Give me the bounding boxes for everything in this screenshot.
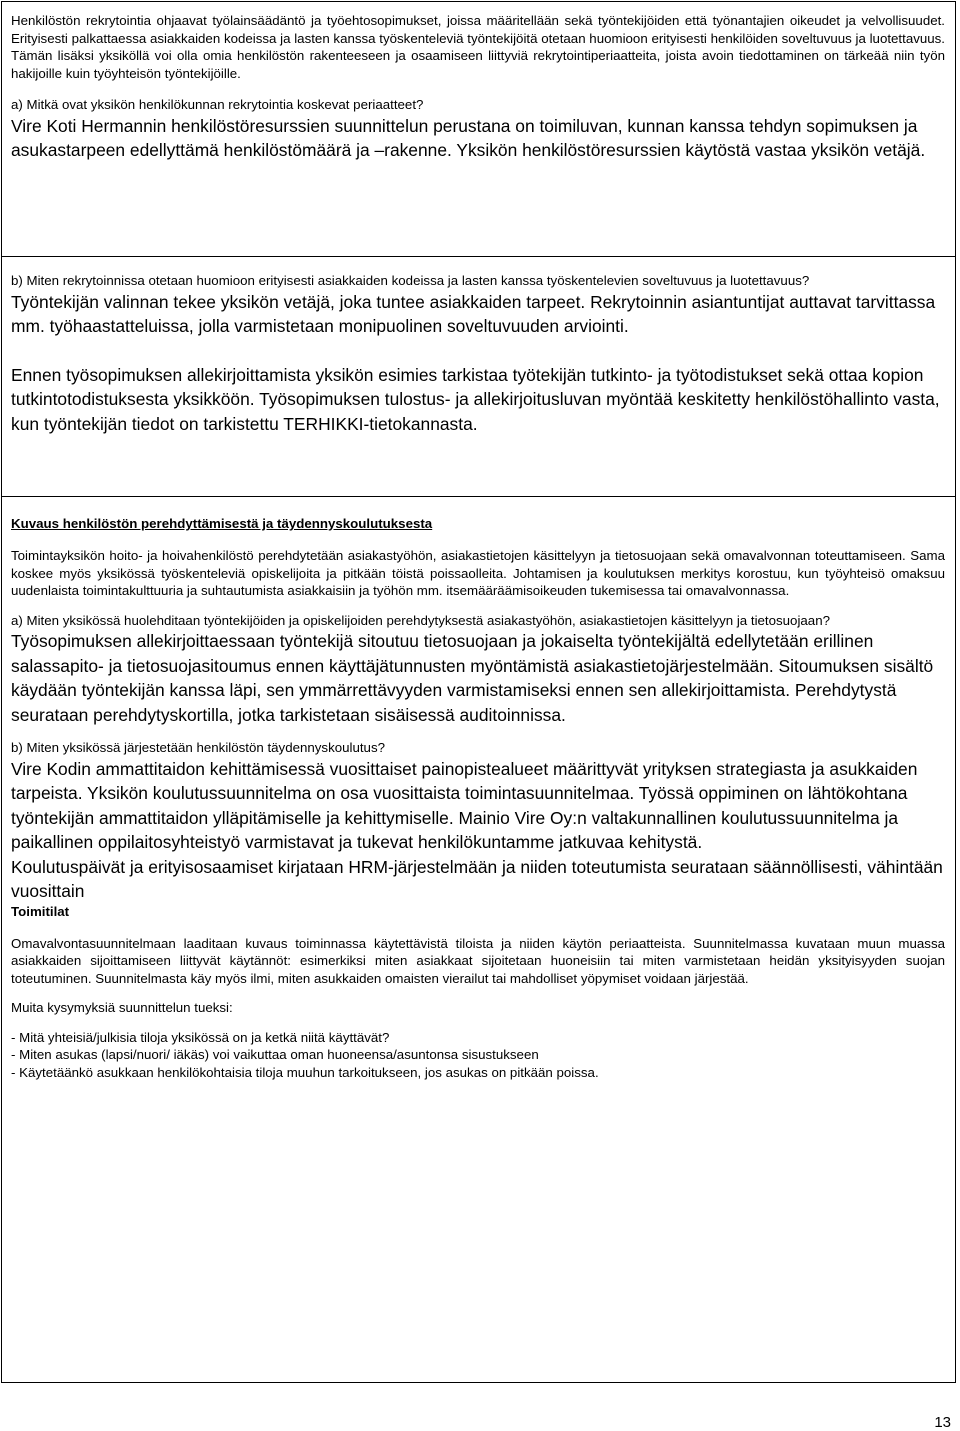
section-divider: [2, 496, 955, 497]
intro-paragraph: Henkilöstön rekrytointia ohjaavat työlainsäädäntö ja työehtosopimukset, joissa määritellään sekä työntekijöiden että työnantajien oikeudet ja velvollisuudet. Erityisesti palkattaessa asiakkaiden kodeissa ja lasten kanssa työskenteleviä työntekijöitä otetaan huomioon erityisesti henkilöiden soveltuvuus ja luotettavuus. Tämän lisäksi yksiköllä voi olla omia henkilöstön rakenteeseen ja osaamiseen liittyviä rekrytointiperiaatteita, joista avoin tiedottaminen on tärkeää niin työn hakijoille kuin työyhteisön työntekijöille.: [11, 13, 945, 81]
recruitment-section: [11, 12, 945, 163]
orientation-answer-b-2: Koulutuspäivät ja erityisosaamiset kirjataan HRM-järjestelmään ja niiden toteutumista seurataan säännöllisesti, vähintään vuosittain: [11, 856, 943, 901]
section-divider: [2, 256, 955, 257]
premises-paragraph: Omavalvontasuunnitelmaan laaditaan kuvaus toiminnassa käytettävistä tiloista ja niiden käytön periaatteista. Suunnitelmassa kuvataan muun muassa asiakkaiden sijoittamiseen liittyvät käytännöt: esimerkiksi miten asiakkaat sijoitetaan huoneisiin tai miten varmistetaan heidän yksityisyyden suojan toteutuminen. Suunnitelmasta käy myös ilmi, miten asukkaiden omaisten vierailut tai mahdolliset yöpymiset voidaan järjestää.: [11, 935, 945, 986]
orientation-answer-a: Työsopimuksen allekirjoittaessaan työntekijä sitoutuu tietosuojaan ja jokaiselta työntekijältä edellytetään erillinen salassapito- ja tietosuojasitoumus ennen käyttäjätunnusten myöntämistä asiakastietojärjestelmään. Sitoumuksen sisältö käydään työntekijän kanssa läpi, sen ymmärrettävyyden varmistamiseksi ennen sen allekirjoittamista. Perehdytystä seurataan perehdytyskortilla, jotka tarkistetaan sisäisessä auditoinnissa.: [11, 631, 934, 725]
question-a: a) Mitkä ovat yksikön henkilökunnan rekrytointia koskevat periaatteet?: [11, 97, 424, 112]
orientation-answer-b-1: Vire Kodin ammattitaidon kehittämisessä vuosittaiset painopistealueet määrittyvät yrityksen strategiasta ja asukkaiden tarpeista. Yksikön koulutussuunnitelma on osa vuosittaista toimintasuunnitelmaa. Työssä oppiminen on lähtökohtana työntekijän ammattitaidon ylläpitämiselle ja kehittymiselle. Mainio Vire Oy:n valtakunnallinen koulutussuunnitelma ja paikallinen oppilaitosyhteistyö varmistavat ja tukevat henkilökuntamme jatkuvaa kehitystä.: [11, 758, 918, 852]
orientation-question-b: b) Miten yksikössä järjestetään henkilöstön täydennyskoulutus?: [11, 740, 385, 755]
orientation-heading: Kuvaus henkilöstön perehdyttämisestä ja täydennyskoulutuksesta: [11, 516, 433, 531]
page-number: 13: [934, 1414, 951, 1431]
orientation-intro: Toimintayksikön hoito- ja hoivahenkilöstö perehdytetään asiakastyöhön, asiakastietojen käsittelyyn ja tietosuojaan sekä omavalvonnan toteuttamiseen. Sama koskee myös yksikössä työskenteleviä opiskelijoita ja pitkään töistä poissaolleita. Johtamisen ja koulutuksen merkitys korostuu, kun työyhteisö omaksuu uudenlaista toimintakulttuuria ja suhtautumista asiakkaisiin ja työhön mm. itsemääräämisoikeuden tukemisessa tai omavalvonnassa.: [11, 548, 945, 598]
answer-a: Vire Koti Hermannin henkilöstöresurssien suunnittelun perustana on toimiluvan, kunnan kanssa tehdyn sopimuksen ja asukastarpeen edellyttämä henkilöstömäärä ja –rakenne. Yksikön henkilöstöresurssien käytöstä vastaa yksikön vetäjä.: [11, 115, 926, 160]
premises-bullet: - Käytetäänkö asukkaan henkilökohtaisia tiloja muuhun tarkoitukseen, jos asukas on pitkään poissa.: [11, 1064, 599, 1080]
premises-questions-intro: Muita kysymyksiä suunnittelun tueksi:: [11, 1000, 233, 1015]
orientation-section: [11, 516, 945, 1081]
orientation-question-a: a) Miten yksikössä huolehditaan työntekijöiden ja opiskelijoiden perehdytyksestä asiakastyöhön, asiakastietojen käsittelyyn ja tietosuojaan?: [11, 612, 830, 628]
suitability-section: [11, 272, 945, 436]
answer-b-2: Ennen työsopimuksen allekirjoittamista yksikön esimies tarkistaa työtekijän tutkinto- ja työtodistukset sekä ottaa kopion tutkintotodistuksesta yksikköön. Työsopimuksen tulostus- ja allekirjoitusluvan myöntää keskitetty henkilöstöhallinto vasta, kun työntekijän tiedot on tarkistettu TERHIKKI-tietokannasta.: [11, 364, 940, 434]
question-b: b) Miten rekrytoinnissa otetaan huomioon erityisesti asiakkaiden kodeissa ja lasten kanssa työskentelevien soveltuvuus ja luotettavuus?: [11, 273, 810, 288]
premises-heading: Toimitilat: [11, 903, 70, 919]
answer-b-1: Työntekijän valinnan tekee yksikön vetäjä, joka tuntee asiakkaiden tarpeet. Rekrytoinnin asiantuntijat auttavat tarvittassa mm. työhaastatteluissa, jolla varmistetaan monipuolinen soveltuvuuden arviointi.: [11, 291, 936, 336]
premises-bullet: - Miten asukas (lapsi/nuori/ iäkäs) voi vaikuttaa oman huoneensa/asuntonsa sisustukseen: [11, 1047, 539, 1062]
premises-bullet: - Mitä yhteisiä/julkisia tiloja yksikössä on ja ketkä niitä käyttävät?: [11, 1029, 390, 1045]
